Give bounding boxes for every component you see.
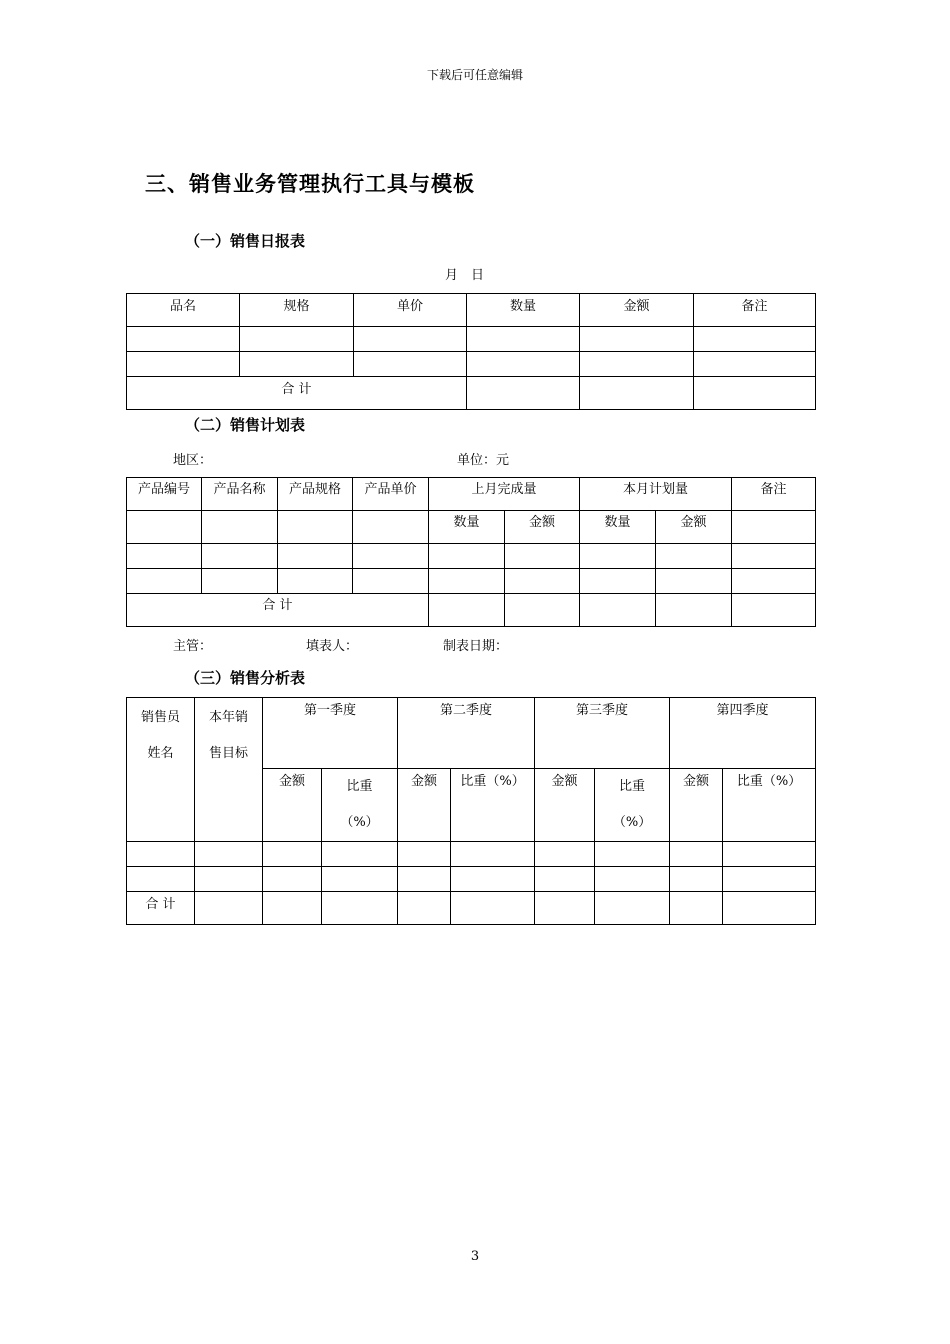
table-cell[interactable] bbox=[580, 594, 656, 627]
table-cell[interactable] bbox=[580, 569, 656, 594]
table-cell[interactable] bbox=[451, 842, 535, 867]
salesperson-header bbox=[127, 698, 195, 842]
table-row bbox=[127, 867, 816, 892]
table-cell[interactable] bbox=[580, 544, 656, 569]
column-header: 售目标 bbox=[208, 746, 248, 761]
table-cell[interactable] bbox=[595, 892, 670, 925]
table-cell[interactable] bbox=[353, 544, 429, 569]
table-cell[interactable] bbox=[723, 892, 816, 925]
column-subheader: 数量 bbox=[429, 511, 505, 544]
ratio-label: 比重 bbox=[619, 779, 646, 794]
date-made-label: 制表日期： bbox=[443, 639, 509, 654]
quarter-header: 第一季度 bbox=[263, 698, 398, 769]
table-cell[interactable] bbox=[353, 511, 429, 544]
table-cell[interactable] bbox=[535, 842, 595, 867]
table-cell[interactable] bbox=[429, 594, 505, 627]
column-subheader: 数量 bbox=[580, 511, 656, 544]
unit-label: 单位：元 bbox=[457, 453, 510, 468]
table-row bbox=[127, 569, 816, 594]
table-header-row bbox=[127, 698, 816, 769]
column-header: 产品规格 bbox=[278, 478, 353, 511]
table-row bbox=[127, 327, 816, 352]
table-cell[interactable] bbox=[732, 569, 816, 594]
total-label: 合 计 bbox=[127, 892, 195, 925]
total-row bbox=[127, 594, 816, 627]
table-cell[interactable] bbox=[398, 892, 451, 925]
table-cell[interactable] bbox=[127, 867, 195, 892]
table-cell[interactable] bbox=[656, 569, 732, 594]
column-header: 产品编号 bbox=[127, 478, 202, 511]
table-cell[interactable] bbox=[127, 569, 202, 594]
filler-label: 填表人： bbox=[306, 639, 359, 654]
total-label: 合 计 bbox=[127, 377, 467, 410]
table-cell[interactable] bbox=[354, 352, 467, 377]
table-cell[interactable] bbox=[398, 867, 451, 892]
table-cell[interactable] bbox=[127, 842, 195, 867]
table-header-row bbox=[127, 478, 816, 511]
table-cell[interactable] bbox=[127, 511, 202, 544]
daily-report-table bbox=[126, 293, 816, 410]
total-row bbox=[127, 892, 816, 925]
amount-header: 金额 bbox=[398, 769, 451, 842]
table-cell[interactable] bbox=[127, 327, 240, 352]
ratio-label: 比重 bbox=[346, 779, 373, 794]
column-header: 金额 bbox=[580, 294, 694, 327]
table-cell[interactable] bbox=[202, 511, 278, 544]
table-cell[interactable] bbox=[467, 327, 580, 352]
column-header: 上月完成量 bbox=[429, 478, 580, 511]
table-cell[interactable] bbox=[595, 842, 670, 867]
column-header: 备注 bbox=[732, 478, 816, 511]
table-cell[interactable] bbox=[580, 352, 694, 377]
sales-analysis-heading: （三）销售分析表 bbox=[185, 669, 306, 687]
table-cell[interactable] bbox=[353, 569, 429, 594]
table-cell[interactable] bbox=[263, 867, 322, 892]
table-cell[interactable] bbox=[656, 594, 732, 627]
table-cell[interactable] bbox=[467, 352, 580, 377]
column-header: 姓名 bbox=[147, 746, 174, 761]
table-cell[interactable] bbox=[535, 867, 595, 892]
column-header: 品名 bbox=[127, 294, 240, 327]
table-cell[interactable] bbox=[467, 377, 580, 410]
ratio-unit: （%） bbox=[340, 815, 379, 830]
column-header: 产品单价 bbox=[353, 478, 429, 511]
table-cell[interactable] bbox=[580, 377, 694, 410]
date-label: 月 日 bbox=[445, 268, 485, 283]
table-cell[interactable] bbox=[505, 569, 580, 594]
column-header: 销售员 bbox=[140, 710, 180, 725]
table-header-row bbox=[127, 294, 816, 327]
table-row bbox=[127, 544, 816, 569]
daily-report-heading: （一）销售日报表 bbox=[185, 232, 306, 250]
table-cell[interactable] bbox=[732, 511, 816, 544]
table-row bbox=[127, 352, 816, 377]
table-cell[interactable] bbox=[580, 327, 694, 352]
table-cell[interactable] bbox=[670, 892, 723, 925]
column-header: 数量 bbox=[467, 294, 580, 327]
quarter-header: 第二季度 bbox=[398, 698, 535, 769]
table-cell[interactable] bbox=[732, 594, 816, 627]
total-row bbox=[127, 377, 816, 410]
table-cell[interactable] bbox=[723, 867, 816, 892]
table-cell[interactable] bbox=[240, 327, 354, 352]
table-cell[interactable] bbox=[694, 377, 816, 410]
table-cell[interactable] bbox=[195, 892, 263, 925]
table-row bbox=[127, 842, 816, 867]
table-cell[interactable] bbox=[451, 867, 535, 892]
column-header: 规格 bbox=[240, 294, 354, 327]
table-cell[interactable] bbox=[278, 511, 353, 544]
table-cell[interactable] bbox=[278, 569, 353, 594]
table-cell[interactable] bbox=[202, 544, 278, 569]
table-cell[interactable] bbox=[322, 892, 398, 925]
sales-analysis-table bbox=[126, 697, 816, 925]
ratio-header: 比重（%） bbox=[451, 769, 535, 842]
table-cell[interactable] bbox=[656, 544, 732, 569]
table-cell[interactable] bbox=[505, 594, 580, 627]
ratio-header bbox=[595, 769, 670, 842]
table-cell[interactable] bbox=[195, 842, 263, 867]
table-cell[interactable] bbox=[195, 867, 263, 892]
column-header: 备注 bbox=[694, 294, 816, 327]
table-cell[interactable] bbox=[694, 327, 816, 352]
page-number: 3 bbox=[470, 1249, 480, 1264]
page-title: 三、销售业务管理执行工具与模板 bbox=[145, 172, 475, 196]
region-label: 地区： bbox=[173, 453, 213, 468]
table-cell[interactable] bbox=[322, 842, 398, 867]
annual-target-header bbox=[195, 698, 263, 842]
sales-plan-table bbox=[126, 477, 816, 627]
table-cell[interactable] bbox=[451, 892, 535, 925]
table-cell[interactable] bbox=[263, 842, 322, 867]
table-cell[interactable] bbox=[398, 842, 451, 867]
table-cell[interactable] bbox=[127, 352, 240, 377]
table-cell[interactable] bbox=[429, 569, 505, 594]
table-cell[interactable] bbox=[263, 892, 322, 925]
column-header: 本年销 bbox=[208, 710, 248, 725]
column-header: 产品名称 bbox=[202, 478, 278, 511]
table-cell[interactable] bbox=[429, 544, 505, 569]
ratio-unit: （%） bbox=[612, 815, 652, 830]
header-note: 下载后可任意编辑 bbox=[426, 68, 523, 82]
ratio-header bbox=[322, 769, 398, 842]
table-cell[interactable] bbox=[202, 569, 278, 594]
amount-header: 金额 bbox=[535, 769, 595, 842]
table-cell[interactable] bbox=[127, 544, 202, 569]
table-cell[interactable] bbox=[694, 352, 816, 377]
column-subheader: 金额 bbox=[505, 511, 580, 544]
table-cell[interactable] bbox=[322, 867, 398, 892]
table-cell[interactable] bbox=[595, 867, 670, 892]
column-header: 本月计划量 bbox=[580, 478, 732, 511]
table-cell[interactable] bbox=[535, 892, 595, 925]
table-cell[interactable] bbox=[354, 327, 467, 352]
column-subheader: 金额 bbox=[656, 511, 732, 544]
table-cell[interactable] bbox=[505, 544, 580, 569]
column-header: 单价 bbox=[354, 294, 467, 327]
table-cell[interactable] bbox=[278, 544, 353, 569]
amount-header: 金额 bbox=[670, 769, 723, 842]
table-cell[interactable] bbox=[670, 867, 723, 892]
quarter-header: 第三季度 bbox=[535, 698, 670, 769]
total-label: 合 计 bbox=[127, 594, 429, 627]
table-cell[interactable] bbox=[240, 352, 354, 377]
table-subheader-row bbox=[127, 511, 816, 544]
sales-plan-heading: （二）销售计划表 bbox=[185, 416, 306, 434]
table-cell[interactable] bbox=[732, 544, 816, 569]
amount-header: 金额 bbox=[263, 769, 322, 842]
quarter-header: 第四季度 bbox=[670, 698, 816, 769]
table-cell[interactable] bbox=[723, 842, 816, 867]
table-cell[interactable] bbox=[670, 842, 723, 867]
ratio-header: 比重（%） bbox=[723, 769, 816, 842]
supervisor-label: 主管： bbox=[173, 639, 213, 654]
